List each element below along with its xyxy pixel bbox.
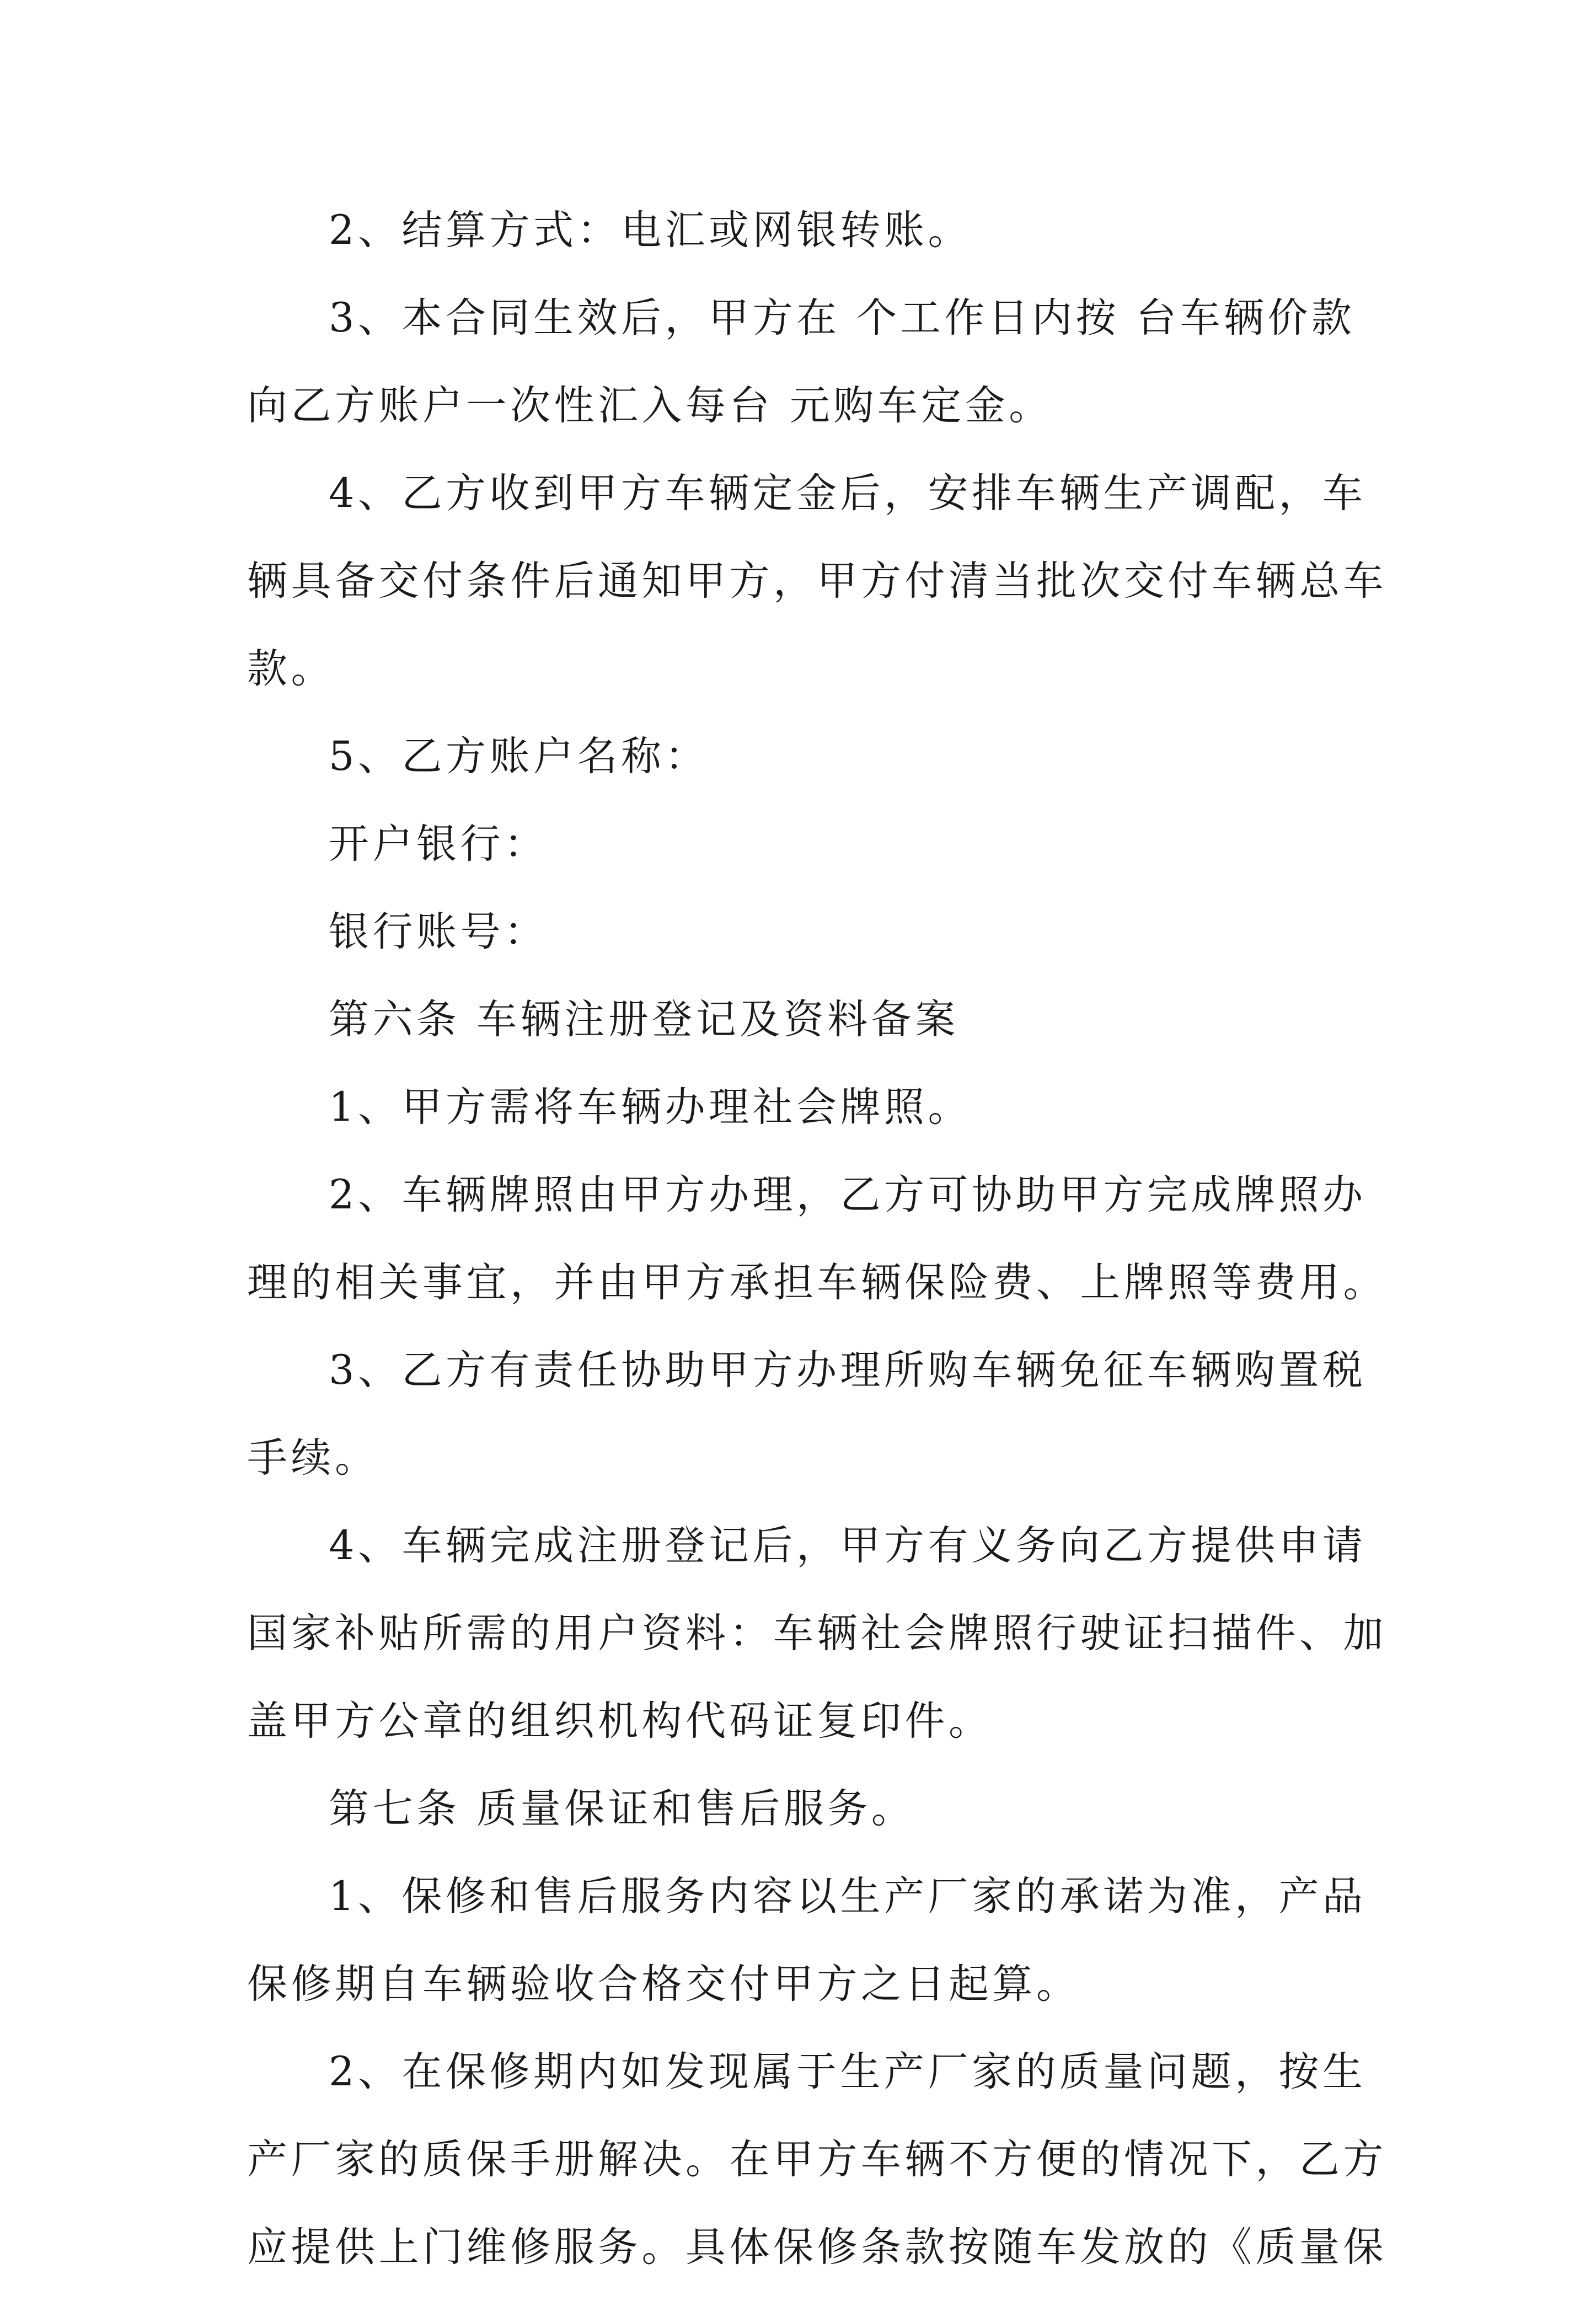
text-line: 辆具备交付条件后通知甲方，甲方付清当批次交付车辆总车 (247, 558, 1387, 604)
text-line: 盖甲方公章的组织机构代码证复印件。 (247, 1698, 993, 1744)
text-line: 2、在保修期内如发现属于生产厂家的质量问题，按生 (329, 2048, 1367, 2095)
text-line: 手续。 (247, 1435, 379, 1481)
text-line: 理的相关事宜，并由甲方承担车辆保险费、上牌照等费用。 (247, 1259, 1387, 1306)
text-line: 1、保修和售后服务内容以生产厂家的承诺为准，产品 (329, 1873, 1367, 1920)
text-line: 产厂家的质保手册解决。在甲方车辆不方便的情况下，乙方 (247, 2136, 1387, 2183)
document-body (247, 207, 1387, 2312)
text-line: 4、车辆完成注册登记后，甲方有义务向乙方提供申请 (329, 1522, 1367, 1569)
text-line: 第六条 车辆注册登记及资料备案 (329, 996, 959, 1043)
text-line: 款。 (247, 645, 335, 692)
text-line: 银行账号： (329, 908, 548, 955)
text-line: 向乙方账户一次性汇入每台 元购车定金。 (247, 382, 1053, 429)
text-line: 5、乙方账户名称： (329, 733, 709, 780)
text-line: 保修期自车辆验收合格交付甲方之日起算。 (247, 1961, 1080, 2008)
text-line: 2、车辆牌照由甲方办理，乙方可协助甲方完成牌照办 (329, 1171, 1367, 1218)
text-line: 3、本合同生效后，甲方在 个工作日内按 台车辆价款 (329, 295, 1356, 341)
text-line: 2、结算方式：电汇或网银转账。 (329, 207, 972, 254)
text-line: 应提供上门维修服务。具体保修条款按随车发放的《质量保 (247, 2224, 1387, 2271)
text-line: 国家补贴所需的用户资料：车辆社会牌照行驶证扫描件、加 (247, 1610, 1387, 1657)
text-line: 1、甲方需将车辆办理社会牌照。 (329, 1084, 972, 1131)
text-line: 开户银行： (329, 821, 548, 868)
text-line: 4、乙方收到甲方车辆定金后，安排车辆生产调配，车 (329, 470, 1367, 517)
text-line: 3、乙方有责任协助甲方办理所购车辆免征车辆购置税 (329, 1347, 1367, 1394)
text-line: 第七条 质量保证和售后服务。 (329, 1785, 915, 1832)
